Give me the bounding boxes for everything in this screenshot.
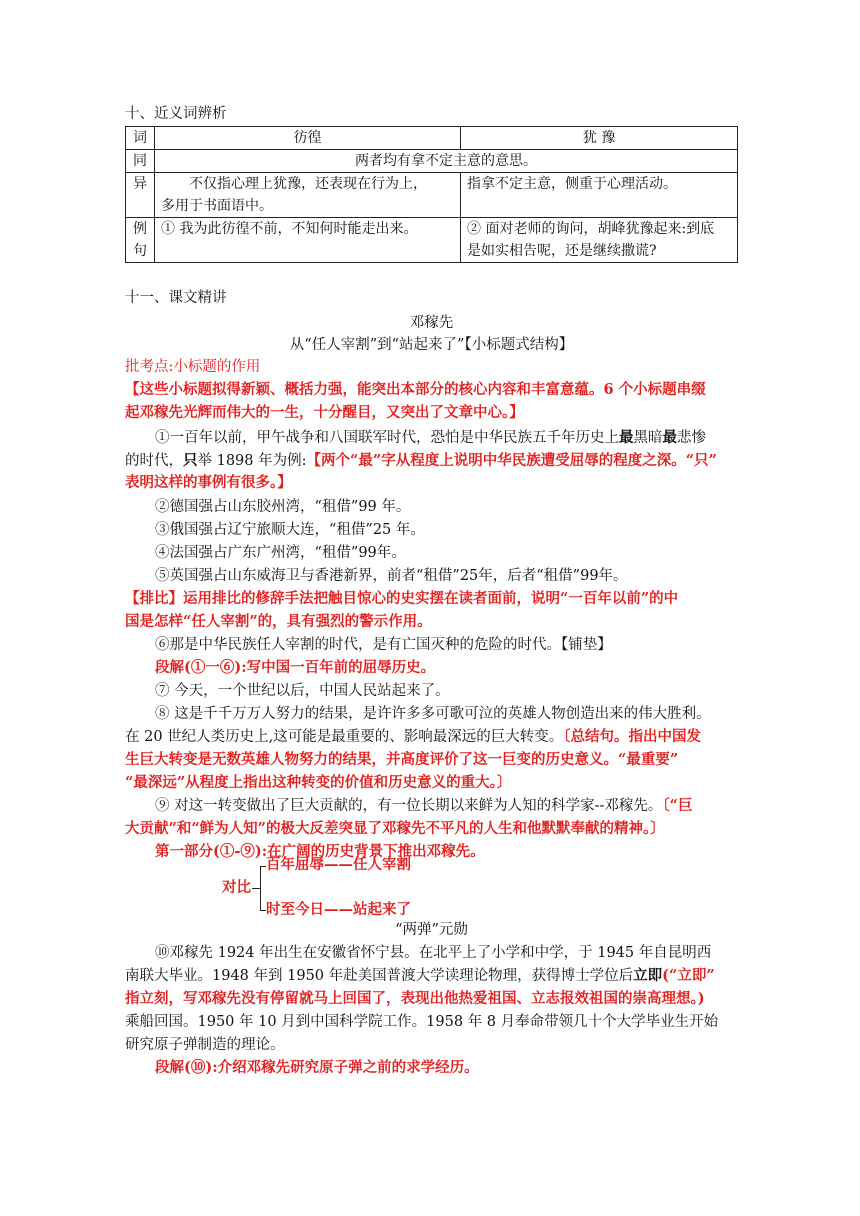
exam-point-text-line1: 【这些小标题拟得新颖、概括力强，能突出本部分的核心内容和丰富意蕴。6 个小标题串缀 — [125, 381, 706, 398]
p9-note: 〔“巨 — [662, 797, 693, 814]
paragraph-4: ④法国强占广东广州湾，“租借”99年。 — [155, 545, 406, 561]
table-same-text: 两者均有拿不定主意的意思。 — [155, 150, 738, 173]
synonym-table — [125, 126, 738, 263]
table-header-word2: 犹 豫 — [461, 127, 738, 150]
table-example-word1: ① 我为此彷徨不前，不知何时能走出来。 — [155, 218, 461, 263]
p1-text: 的时代， — [125, 453, 183, 469]
table-example-label — [126, 218, 155, 263]
paragraph-10-line4: 乘船回国。1950 年 10 月到中国科学院工作。1958 年 8 月奉命带领几十个大学毕业生开始 — [125, 1014, 719, 1030]
parallelism-note-line2: 国是怎样“任人宰割”的，具有强烈的警示作用。 — [125, 613, 432, 630]
paragraph-10-line2 — [125, 966, 715, 986]
p8-note: 〔总结句。指出中国发 — [563, 728, 702, 745]
table-diff-label: 异 — [126, 173, 155, 218]
table-diff-word1-line2: 多用于书面语中。 — [161, 198, 273, 214]
p6-note: 【铺垫】 — [561, 637, 612, 653]
table-diff-word1-line1: 不仅指心理上犹豫，还表现在行为上， — [189, 176, 427, 192]
paragraph-9-note-line2: 大贡献”和“鲜为人知”的极大反差突显了邓稼先不平凡的人生和他默默奉献的精神。〕 — [125, 820, 665, 837]
p8-text: 在 20 世纪人类历史上,这可能是最重要的、影响最深远的巨大转变。 — [125, 729, 564, 745]
diagram-brace — [260, 866, 261, 910]
diagram-top-item: 百年屈辱——任人宰割 — [266, 856, 411, 873]
table-row — [126, 127, 738, 150]
paragraph-1-note-line3: 表明这样的事例有很多。】 — [125, 474, 292, 491]
section-heading-two-bombs: “两弹”元勋 — [395, 922, 468, 938]
paragraph-5: ⑤英国强占山东威海卫与香港新界，前者“租借”25年，后者“租借”99年。 — [155, 568, 628, 584]
table-example-label-line2: 句 — [133, 243, 147, 259]
paragraph-2: ②德国强占山东胶州湾，“租借”99 年。 — [155, 499, 411, 515]
paragraph-10-line5: 研究原子弹制造的理论。 — [125, 1037, 285, 1053]
part1-analysis: 第一部分(①-⑨):在广阔的历史背景下推出邓稼先。 — [155, 843, 485, 860]
paragraph-8-note-line4: “最深远”从程度上指出这种转变的价值和历史意义的重大。〕 — [125, 774, 512, 791]
table-example-word2 — [461, 218, 738, 263]
article-title: 邓稼先 — [409, 315, 454, 331]
paragraph-6 — [155, 635, 612, 655]
table-row — [126, 218, 738, 263]
p1-text: 黑暗 — [633, 430, 663, 446]
table-row — [126, 173, 738, 218]
p1-note: 【两个“最”字从程度上说明中华民族遭受屈辱的程度之深。“只” — [306, 452, 717, 469]
paragraph-9-line1 — [155, 796, 693, 816]
table-example-word2-line1: ② 面对老师的询问，胡峰犹豫起来:到底 — [467, 221, 715, 237]
p10-emphasis: 立即 — [633, 967, 663, 984]
p1-emphasis-only: 只 — [183, 452, 198, 469]
table-header-word1: 彷徨 — [155, 127, 461, 150]
table-example-word2-line2: 是如实相告呢，还是继续撒谎? — [467, 243, 657, 259]
article-subtitle: 从“任人宰割”到“站起来了”【小标题式结构】 — [289, 337, 574, 353]
p9-text: ⑨ 对这一转变做出了巨大贡献的，有一位长期以来鲜为人知的科学家--邓稼先。 — [155, 798, 663, 814]
p1-text: 悲惨 — [677, 430, 706, 446]
diagram-bottom-item: 时至今日——站起来了 — [266, 901, 411, 918]
p10-note: (“立即” — [662, 967, 715, 984]
paragraph-analysis-10: 段解(⑩):介绍邓稼先研究原子弹之前的求学经历。 — [155, 1059, 479, 1076]
paragraph-analysis-1-6: 段解(①一⑥):写中国一百年前的屈辱历史。 — [155, 659, 436, 676]
table-example-label-line1: 例 — [133, 221, 147, 237]
paragraph-8-line2 — [125, 727, 701, 747]
diagram-label-contrast: 对比 — [222, 879, 251, 896]
p1-emphasis-most: 最 — [619, 429, 634, 446]
paragraph-1-line1 — [155, 428, 706, 448]
section10-heading: 十、近义词辨析 — [125, 106, 227, 122]
table-header-label: 词 — [126, 127, 155, 150]
section11-heading: 十一、课文精讲 — [125, 290, 227, 306]
paragraph-7: ⑦ 今天，一个世纪以后，中国人民站起来了。 — [155, 683, 450, 699]
p10-text: 南联大毕业。1948 年到 1950 年赴美国普渡大学读理论物理，获得博士学位后 — [125, 968, 634, 984]
table-same-label: 同 — [126, 150, 155, 173]
paragraph-3: ③俄国强占辽宁旅顺大连，“租借”25 年。 — [155, 522, 425, 538]
paragraph-8-line1: ⑧ 这是千千万万人努力的结果，是许许多多可歌可泣的英雄人物创造出来的伟大胜利。 — [155, 706, 711, 722]
table-row — [126, 150, 738, 173]
parallelism-note-line1: 【排比】运用排比的修辞手法把触目惊心的史实摆在读者面前，说明“一百年以前”的中 — [125, 590, 679, 607]
table-diff-word1 — [155, 173, 461, 218]
paragraph-1-line2 — [125, 451, 717, 471]
p1-emphasis-most: 最 — [662, 429, 677, 446]
paragraph-8-note-line3: 生巨大转变是无数英雄人物努力的结果，并高度评价了这一巨变的历史意义。“最重要” — [125, 751, 679, 768]
exam-point-label: 批考点:小标题的作用 — [125, 359, 261, 375]
p1-text: ①一百年以前，甲午战争和八国联军时代，恐怕是中华民族五千年历史上 — [155, 430, 619, 446]
paragraph-10-note-line3: 指立刻，写邓稼先没有停留就马上回国了，表现出他热爱祖国、立志报效祖国的崇高理想。) — [125, 990, 705, 1007]
p1-text: 举 1898 年为例: — [197, 453, 307, 469]
table-diff-word2: 指拿不定主意，侧重于心理活动。 — [461, 173, 738, 218]
exam-point-text-line2: 起邓稼先光辉而伟大的一生，十分醒目，又突出了文章中心。】 — [125, 404, 524, 421]
p6-text: ⑥那是中华民族任人宰割的时代，是有亡国灭种的危险的时代。 — [155, 637, 561, 653]
diagram-stem — [252, 888, 260, 889]
paragraph-10-line1: ⑩邓稼先 1924 年出生在安徽省怀宁县。在北平上了小学和中学，于 1945 年自昆明西 — [155, 945, 712, 961]
